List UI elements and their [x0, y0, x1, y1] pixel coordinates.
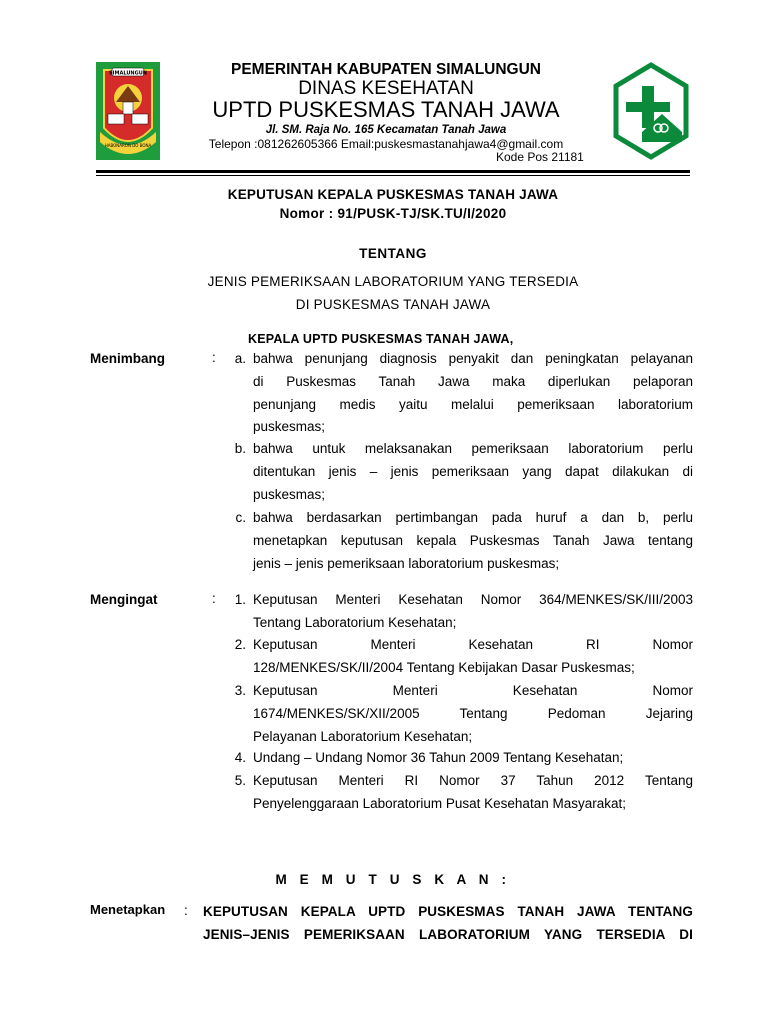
office-name: DINAS KESEHATAN [298, 78, 474, 99]
postal-code: Kode Pos 21181 [496, 150, 584, 164]
memutuskan-heading: M E M U T U S K A N : [275, 872, 511, 887]
text-line: 128/MENKES/SK/II/2004 Tentang Kebijakan Dasar Puskesmas; [253, 659, 635, 675]
menimbang-item-a [253, 348, 693, 439]
puskesmas-logo [612, 62, 690, 160]
text-line: Keputusan Menteri Kesehatan RI Nomor [253, 637, 693, 652]
mengingat-label: Mengingat [90, 592, 158, 607]
menimbang-marker-b: b. [234, 441, 246, 456]
logo-text-bottom: HABONARON DO BONA [104, 143, 152, 148]
menimbang-marker-a: a. [234, 351, 246, 366]
simalungun-regency-logo [96, 62, 160, 160]
text-line: Pelayanan Laboratorium Kesehatan; [253, 728, 473, 744]
mengingat-item-1 [253, 589, 693, 635]
text-line: Keputusan Menteri Kesehatan Nomor 364/MENKES/SK/III/2003 [253, 592, 693, 607]
menetapkan-text [203, 900, 693, 946]
mengingat-marker-5: 5. [234, 773, 246, 788]
mengingat-marker-4: 4. [234, 750, 246, 765]
subject-line-2: DI PUSKESMAS TANAH JAWA [295, 297, 491, 312]
text-line: Keputusan Menteri RI Nomor 37 Tahun 2012 Tentang [253, 773, 693, 788]
tentang-heading: TENTANG [359, 246, 427, 261]
text-line: di Puskesmas Tanah Jawa maka diperlukan pelaporan [253, 373, 693, 389]
mengingat-colon: : [212, 591, 216, 606]
menimbang-colon: : [212, 350, 216, 365]
government-name: PEMERINTAH KABUPATEN SIMALUNGUN [231, 61, 541, 78]
text-line: KEPUTUSAN KEPALA UPTD PUSKESMAS TANAH JAWA TENTANG [203, 904, 693, 919]
letterhead-rule-thick [96, 170, 690, 173]
text-line: menetapkan keputusan kepala Puskesmas Tanah Jawa tentang [253, 532, 693, 548]
menimbang-label: Menimbang [90, 351, 166, 366]
text-line: bahwa penunjang diagnosis penyakit dan peningkatan pelayanan [253, 351, 693, 366]
text-line: Keputusan Menteri Kesehatan Nomor [253, 683, 693, 698]
mengingat-item-2 [253, 634, 693, 680]
text-line: JENIS–JENIS PEMERIKSAAN LABORATORIUM YANG TERSEDIA DI [203, 927, 693, 942]
text-line: ditentukan jenis – jenis pemeriksaan yang dapat dilakukan di [253, 463, 693, 479]
text-line: puskesmas; [253, 419, 326, 435]
text-line: penunjang medis yaitu melalui pemeriksaan laboratorium [253, 396, 693, 412]
menimbang-item-b [253, 438, 693, 506]
menimbang-marker-c: c. [235, 510, 246, 525]
mengingat-item-3 [253, 680, 693, 748]
menimbang-item-c [253, 507, 693, 575]
decree-number: Nomor : 91/PUSK-TJ/SK.TU/I/2020 [279, 206, 507, 221]
text-line: 1674/MENKES/SK/XII/2005 Tentang Pedoman Jejaring [253, 705, 693, 721]
kepala-heading: KEPALA UPTD PUSKESMAS TANAH JAWA, [248, 332, 514, 346]
text-line: jenis – jenis pemeriksaan laboratorium puskesmas; [253, 555, 560, 571]
text-line: Tentang Laboratorium Kesehatan; [253, 614, 457, 630]
subject-line-1: JENIS PEMERIKSAAN LABORATORIUM YANG TERSEDIA [207, 274, 579, 289]
text-line: puskesmas; [253, 486, 326, 502]
letterhead-rule-thin [96, 175, 690, 176]
text-line: bahwa berdasarkan pertimbangan pada huruf a dan b, perlu [253, 510, 693, 525]
unit-name: UPTD PUSKESMAS TANAH JAWA [212, 97, 560, 122]
text-line: Undang – Undang Nomor 36 Tahun 2009 Tentang Kesehatan; [253, 750, 624, 765]
menetapkan-label: Menetapkan [90, 902, 166, 917]
logo-text-top: SIMALUNGUN [109, 70, 147, 77]
contact-info: Telepon :081262605366 Email:puskesmastanahjawa4@gmail.com [208, 137, 564, 151]
mengingat-item-4 [253, 747, 693, 770]
mengingat-marker-2: 2. [234, 637, 246, 652]
decree-title: KEPUTUSAN KEPALA PUSKESMAS TANAH JAWA [227, 187, 559, 202]
address: Jl. SM. Raja No. 165 Kecamatan Tanah Jawa [265, 124, 507, 136]
text-line: bahwa untuk melaksanakan pemeriksaan laboratorium perlu [253, 441, 693, 456]
mengingat-marker-1: 1. [234, 592, 246, 607]
mengingat-marker-3: 3. [234, 683, 246, 698]
menetapkan-colon: : [184, 903, 188, 918]
text-line: Penyelenggaraan Laboratorium Pusat Kesehatan Masyarakat; [253, 795, 626, 811]
mengingat-item-5 [253, 770, 693, 816]
